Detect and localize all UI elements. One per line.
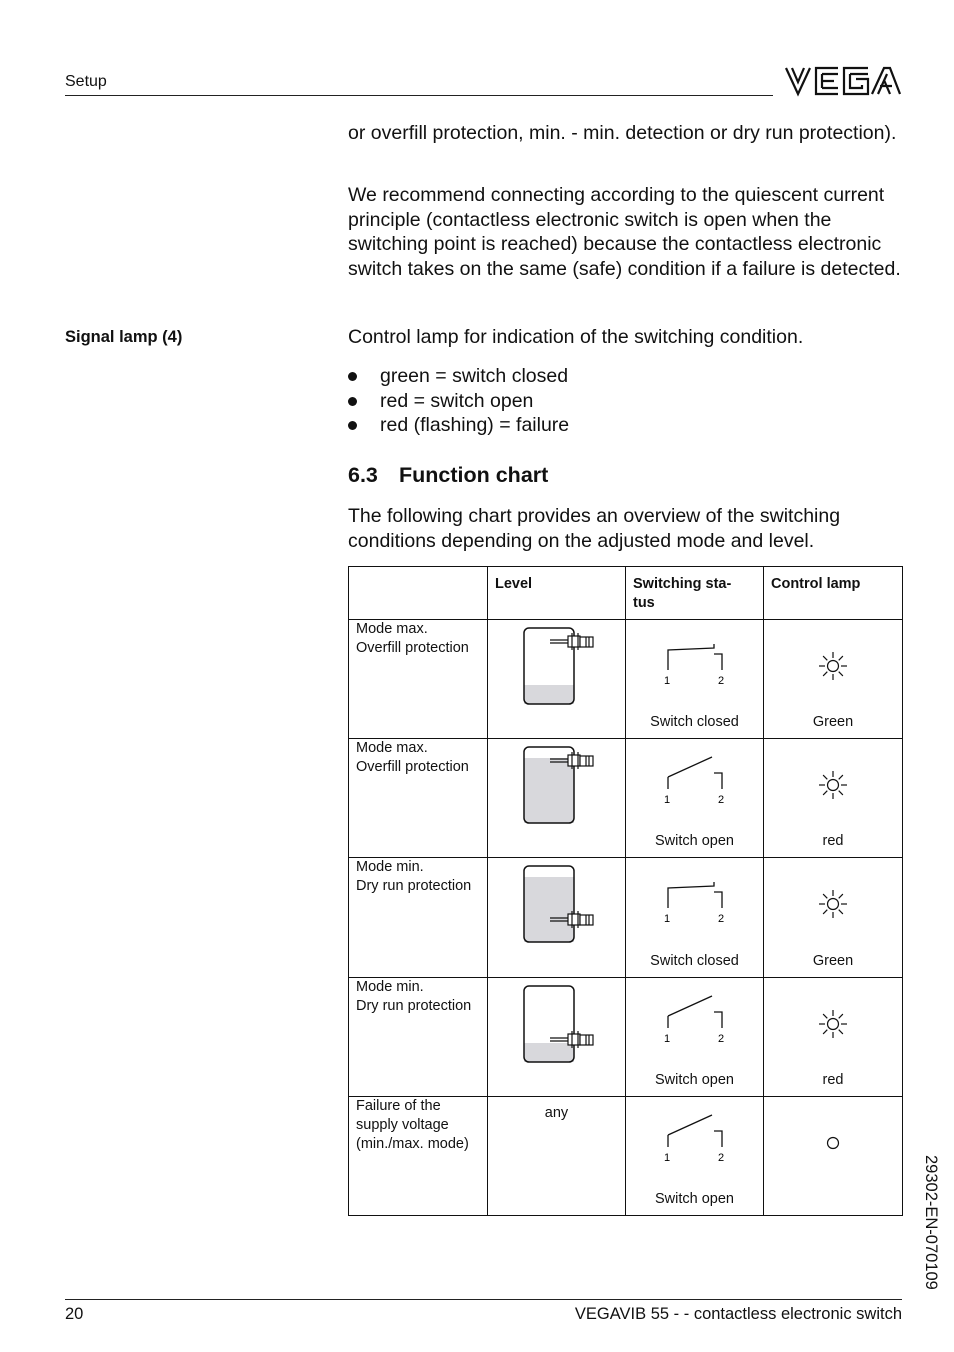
mode-cell: Mode max. Overfill protection	[349, 739, 488, 858]
control-lamp-cell	[764, 977, 903, 1096]
sensor-icon	[550, 633, 593, 650]
header-mode	[349, 567, 488, 620]
header-section: Setup	[65, 73, 107, 90]
mode-cell: Mode min. Dry run protection	[349, 858, 488, 977]
mode-cell: Mode min. Dry run protection	[349, 977, 488, 1096]
control-lamp-cell	[764, 858, 903, 977]
section-number: 6.3	[348, 463, 378, 487]
svg-text:1: 1	[664, 1151, 671, 1164]
section-title: Function chart	[399, 463, 549, 487]
vessel-icon	[488, 978, 626, 1096]
control-lamp-text: red	[822, 1071, 844, 1088]
switching-status-text: Switch closed	[650, 714, 739, 731]
level-cell	[488, 739, 626, 858]
svg-text:1: 1	[664, 675, 671, 688]
header-switching-status: Switching sta- tus	[626, 567, 764, 620]
lamp-off-icon	[764, 1097, 903, 1215]
lamp-state-list	[348, 364, 569, 438]
vessel-icon	[488, 858, 626, 976]
switching-status-text: Switch closed	[650, 952, 739, 969]
level-any-text: any	[544, 1104, 569, 1121]
section-description: The following chart provides an overview of the switching conditions depending on the adjusted mode and level.	[348, 505, 841, 552]
switching-status-text: Switch open	[655, 1191, 734, 1207]
table-row	[349, 1096, 903, 1215]
list-item: red (flashing) = failure	[348, 413, 569, 438]
svg-text:2: 2	[718, 675, 725, 688]
control-lamp-text: red	[822, 833, 844, 850]
function-chart-table	[348, 566, 903, 1216]
svg-text:2: 2	[718, 1032, 725, 1045]
bullet-icon	[348, 421, 357, 430]
control-lamp-text: Green	[812, 952, 854, 969]
control-lamp-cell	[764, 1096, 903, 1215]
section-heading	[348, 463, 548, 488]
switching-status-cell	[626, 858, 764, 977]
header-level: Level	[488, 567, 626, 620]
vessel-icon	[488, 620, 626, 738]
page-number: 20	[65, 1305, 84, 1323]
mode-cell: Failure of the supply voltage (min./max. mode)	[349, 1096, 488, 1215]
signal-lamp-description: Control lamp for indication of the switching condition.	[348, 326, 804, 348]
vega-logo	[784, 64, 902, 98]
header-rule	[65, 95, 773, 96]
document-title: VEGAVIB 55 - - contactless electronic switch	[574, 1305, 902, 1323]
intro-paragraph-1: or overfill protection, min. - min. detection or dry run protection).	[348, 122, 897, 144]
svg-text:2: 2	[718, 794, 725, 807]
table-row	[349, 739, 903, 858]
level-cell	[488, 620, 626, 739]
table-row	[349, 858, 903, 977]
switching-status-cell	[626, 739, 764, 858]
switching-status-cell	[626, 620, 764, 739]
vessel-icon	[488, 739, 626, 857]
switching-status-cell	[626, 977, 764, 1096]
table-header-row	[349, 567, 903, 620]
control-lamp-cell	[764, 620, 903, 739]
control-lamp-text: Green	[812, 714, 854, 731]
footer-rule	[65, 1299, 902, 1300]
switching-status-text: Switch open	[655, 1071, 734, 1088]
list-item: red = switch open	[348, 389, 569, 414]
svg-text:1: 1	[664, 794, 671, 807]
level-cell	[488, 858, 626, 977]
control-lamp-cell	[764, 739, 903, 858]
svg-text:1: 1	[664, 913, 671, 926]
svg-text:2: 2	[718, 1151, 725, 1164]
switching-status-cell	[626, 1096, 764, 1215]
document-code: 29302-EN-070109	[922, 1155, 940, 1290]
header-control-lamp: Control lamp	[764, 567, 903, 620]
switching-status-text: Switch open	[655, 833, 734, 850]
intro-paragraph-2: We recommend connecting according to the quiescent current principle (contactless electronic switch is open when the switching point is reached) because the contactless electronic switch takes on the same (safe) condition if a failure is detected.	[348, 184, 901, 280]
mode-cell: Mode max. Overfill protection	[349, 620, 488, 739]
table-row	[349, 977, 903, 1096]
bullet-icon	[348, 397, 357, 406]
table-row	[349, 620, 903, 739]
level-cell	[488, 977, 626, 1096]
list-item: green = switch closed	[348, 364, 569, 389]
bullet-icon	[348, 372, 357, 381]
level-cell	[488, 1096, 626, 1215]
signal-lamp-label: Signal lamp (4)	[65, 328, 183, 346]
svg-text:1: 1	[664, 1032, 671, 1045]
svg-text:2: 2	[718, 913, 725, 926]
